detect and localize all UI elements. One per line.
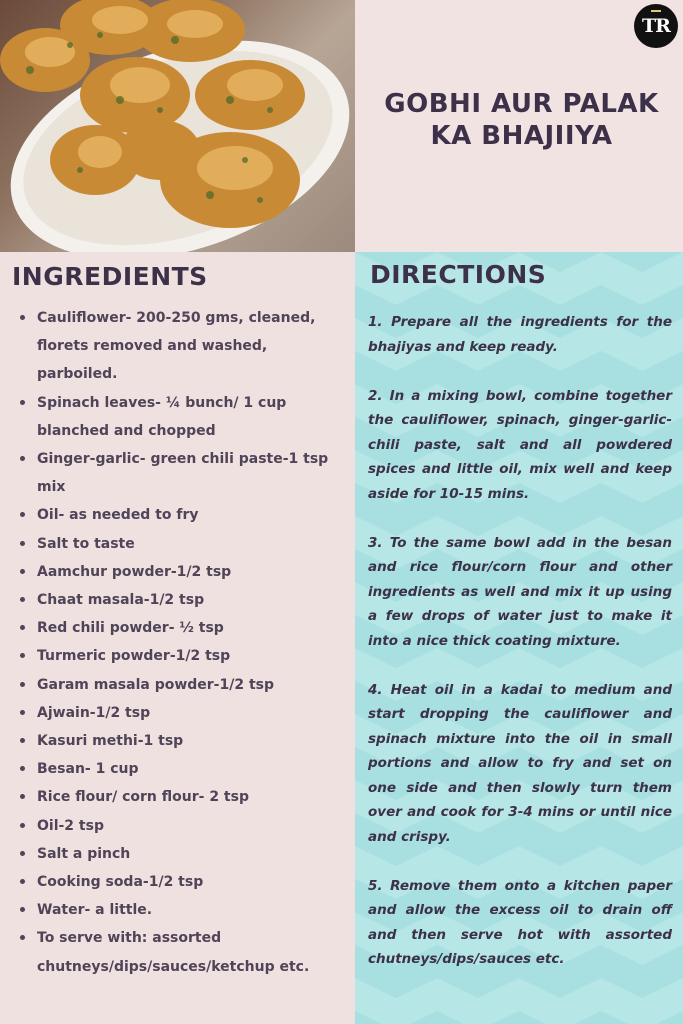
ingredient-item: Aamchur powder-1/2 tsp xyxy=(18,558,350,586)
ingredient-item: Garam masala powder-1/2 tsp xyxy=(18,671,350,699)
ingredient-item: To serve with: assorted chutneys/dips/sauces/ketchup etc. xyxy=(18,924,350,980)
direction-step: 4. Heat oil in a kadai to medium and start dropping the cauliflower and spinach mixture into the oil in small portions and allow to fry and set on one side and then slowly turn them over and cook for 3-4 mins or until nice and crispy. xyxy=(368,681,672,845)
ingredient-item: Cooking soda-1/2 tsp xyxy=(18,868,350,896)
direction-step: 3. To the same bowl add in the besan and rice flour/corn flour and other ingredients as well and mix it up using a few drops of water just to make it into a nice thick coating mixture. xyxy=(368,534,672,649)
directions-steps xyxy=(368,310,672,996)
ingredient-item: Turmeric powder-1/2 tsp xyxy=(18,642,350,670)
direction-step: 5. Remove them onto a kitchen paper and allow the excess oil to drain off and then serve hot with assorted chutneys/dips/sauces etc. xyxy=(368,877,672,967)
bhajiya-photo xyxy=(0,0,355,252)
directions-heading: DIRECTIONS xyxy=(370,260,547,289)
ingredient-item: Ajwain-1/2 tsp xyxy=(18,699,350,727)
tr-logo[interactable] xyxy=(634,4,678,48)
ingredient-item: Chaat masala-1/2 tsp xyxy=(18,586,350,614)
title-panel xyxy=(355,0,683,252)
ingredient-item: Red chili powder- ½ tsp xyxy=(18,614,350,642)
ingredient-item: Kasuri methi-1 tsp xyxy=(18,727,350,755)
ingredient-item: Rice flour/ corn flour- 2 tsp xyxy=(18,783,350,811)
ingredient-item: Salt a pinch xyxy=(18,840,350,868)
directions-section xyxy=(355,252,683,1024)
ingredient-item: Oil- as needed to fry xyxy=(18,501,350,529)
recipe-title: GOBHI AUR PALAK KA BHAJIIYA xyxy=(384,89,659,151)
ingredient-item: Spinach leaves- ¼ bunch/ 1 cup blanched and chopped xyxy=(18,389,350,445)
ingredient-item: Cauliflower- 200-250 gms, cleaned, florets removed and washed, parboiled. xyxy=(18,304,350,389)
ingredient-item: Water- a little. xyxy=(18,896,350,924)
direction-step: 2. In a mixing bowl, combine together the cauliflower, spinach, ginger-garlic-chili paste, salt and all powdered spices and little oil, mix well and keep aside for 10-15 mins. xyxy=(368,387,672,502)
ingredients-section xyxy=(0,252,355,1024)
crown-icon xyxy=(651,10,661,14)
ingredient-item: Ginger-garlic- green chili paste-1 tsp mix xyxy=(18,445,350,501)
logo-text: TR xyxy=(642,15,670,37)
ingredients-heading: INGREDIENTS xyxy=(12,262,208,291)
ingredient-item: Besan- 1 cup xyxy=(18,755,350,783)
ingredients-list xyxy=(18,304,350,981)
ingredient-item: Oil-2 tsp xyxy=(18,812,350,840)
direction-step: 1. Prepare all the ingredients for the bhajiyas and keep ready. xyxy=(368,314,672,355)
ingredient-item: Salt to taste xyxy=(18,530,350,558)
